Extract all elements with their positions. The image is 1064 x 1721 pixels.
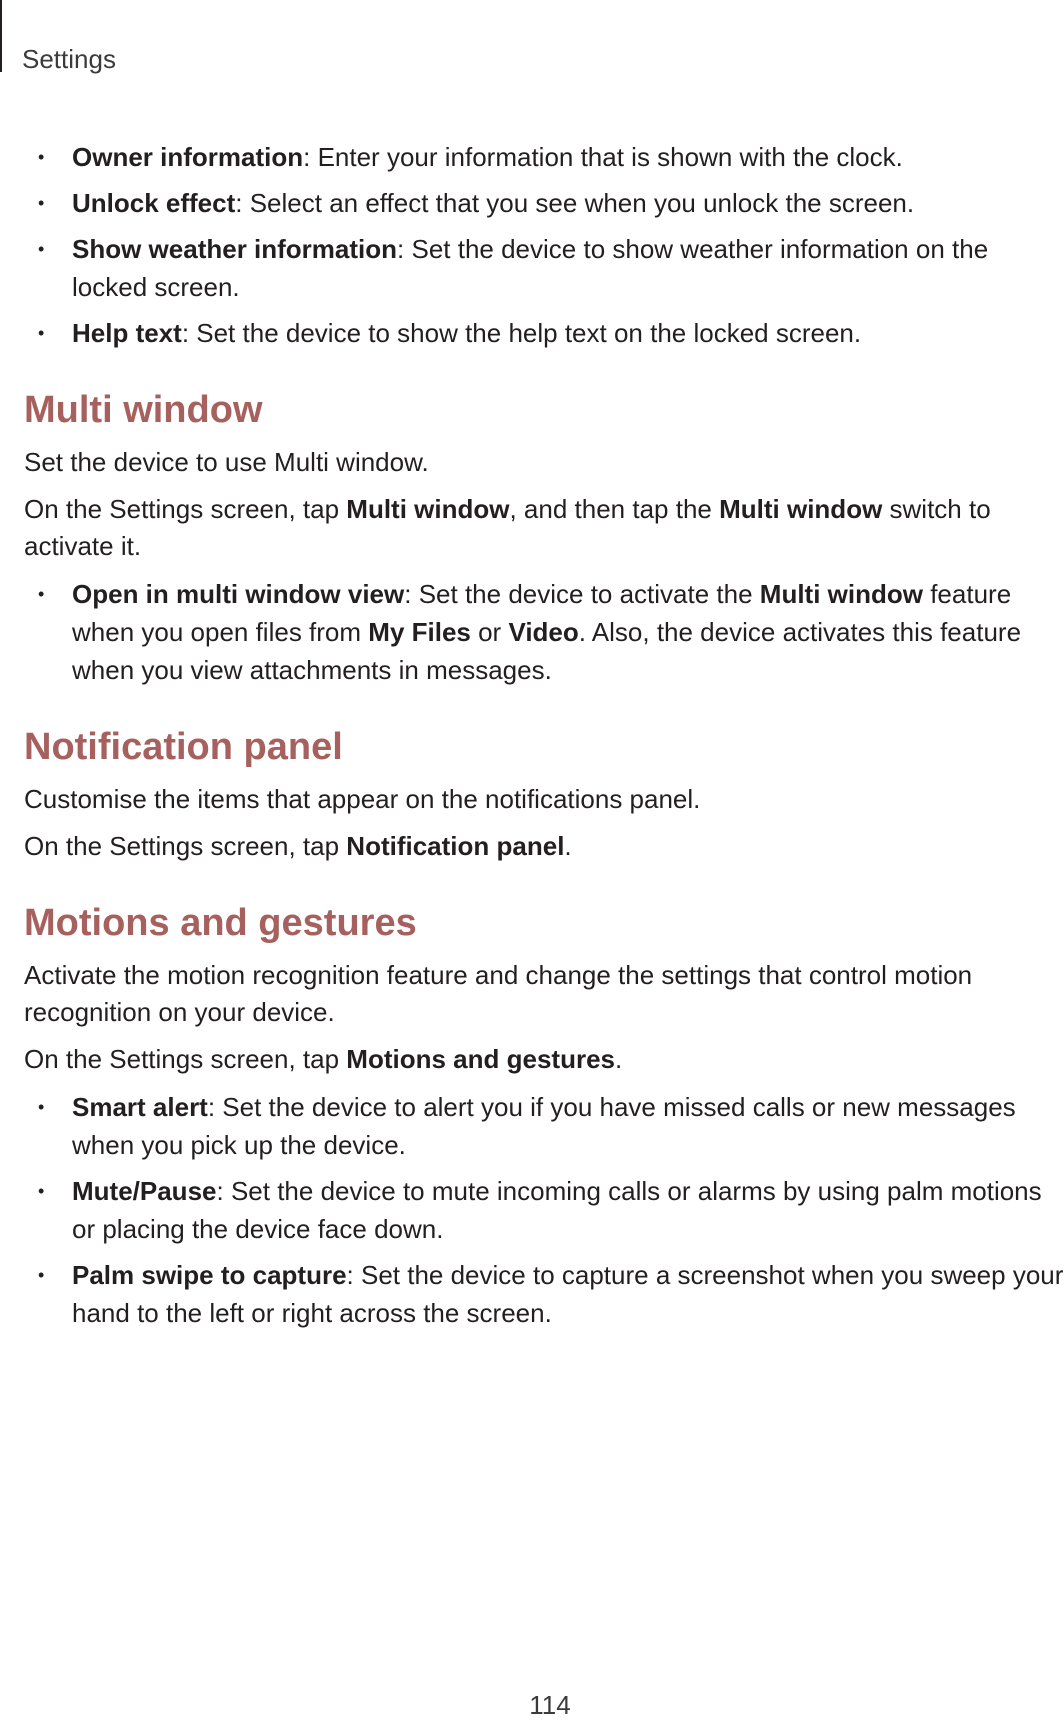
option-term: Help text (72, 318, 182, 348)
section-heading-multi-window: Multi window (24, 389, 263, 431)
section-heading-notification-panel: Notification panel (24, 726, 343, 768)
option-description: : Set the device to show the help text on the locked screen. (181, 318, 862, 348)
section-intro: Set the device to use Multi window. (24, 447, 429, 477)
option-term: Owner information (72, 142, 304, 172)
header-rule (0, 0, 2, 72)
running-head: Settings (22, 44, 116, 74)
section-intro: Activate the motion recognition feature and change the settings that control motion recognition on your device. (24, 960, 973, 1027)
option-description: : Select an effect that you see when you unlock the screen. (235, 188, 915, 218)
bullet-icon: • (38, 193, 45, 213)
multi-window-options-list (24, 575, 1064, 689)
page-content (24, 138, 1064, 1340)
motions-options-list (24, 1088, 1064, 1332)
section-instruction: On the Settings screen, tap Notification panel. (24, 831, 572, 861)
list-item: • Open in multi window view: Set the device to activate the Multi window feature when you open files from My Files or Video. Also, the device activates this feature when you view attachments in messages. (24, 575, 1064, 689)
page-number: 114 (529, 1690, 571, 1720)
bullet-icon: • (38, 1097, 45, 1117)
option-term: Unlock effect (72, 188, 236, 218)
list-item (24, 184, 1064, 222)
list-item: • Smart alert: Set the device to alert you if you have missed calls or new messages when you pick up the device. (24, 1088, 1064, 1164)
section-instruction: On the Settings screen, tap Motions and gestures. (24, 1044, 623, 1074)
section-heading-motions-and-gestures: Motions and gestures (24, 902, 417, 944)
bullet-icon: • (38, 1265, 45, 1285)
list-item (24, 314, 1064, 352)
option-description: : Set the device to show weather information on the locked screen. (72, 234, 989, 302)
lock-screen-options-list (24, 138, 1064, 352)
bullet-icon: • (38, 239, 45, 259)
list-item: • Mute/Pause: Set the device to mute incoming calls or alarms by using palm motions or placing the device face down. (24, 1172, 1064, 1248)
list-item (24, 138, 1064, 176)
section-instruction: On the Settings screen, tap Multi window, and then tap the Multi window switch to activate it. (24, 494, 991, 561)
bullet-icon: • (38, 323, 45, 343)
list-item (24, 230, 1064, 306)
list-item: • Palm swipe to capture: Set the device to capture a screenshot when you sweep your hand to the left or right across the screen. (24, 1256, 1064, 1332)
option-term: Show weather information (72, 234, 398, 264)
bullet-icon: • (38, 1181, 45, 1201)
section-intro: Customise the items that appear on the notifications panel. (24, 784, 701, 814)
bullet-icon: • (38, 584, 45, 604)
option-description: : Enter your information that is shown with the clock. (303, 142, 903, 172)
bullet-icon: • (38, 147, 45, 167)
